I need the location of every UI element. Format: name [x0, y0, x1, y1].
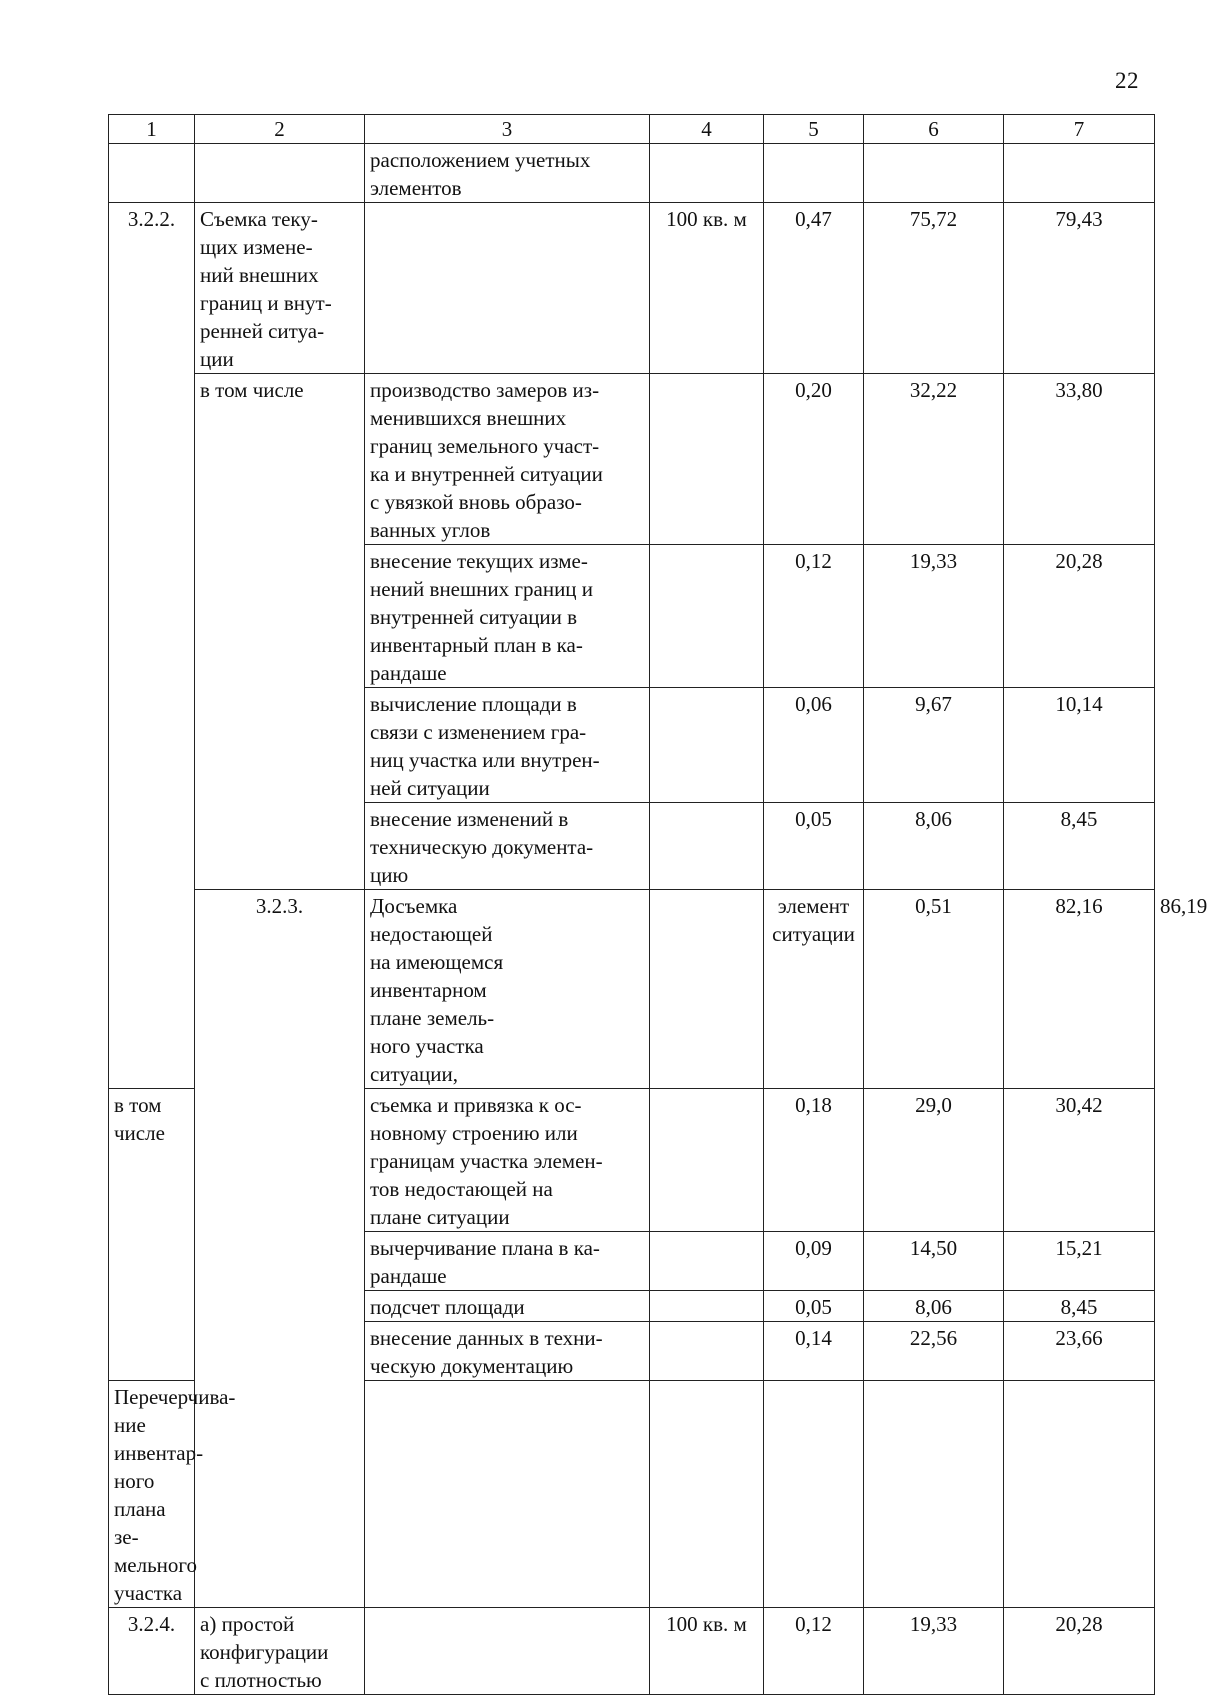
table-row — [109, 203, 1155, 374]
operation-cell: внесение текущих изме- нений внешних границ и внутренней ситуации в инвентарный план в ка- рандаше — [365, 545, 650, 688]
unit-cell — [650, 1381, 764, 1608]
table-row — [109, 1608, 1155, 1695]
price-cell — [864, 1381, 1004, 1608]
unit-cell — [650, 545, 764, 688]
labor-norm-cell: 0,05 — [764, 803, 864, 890]
operation-cell: производство замеров из- менившихся внешних границ земельного участ- ка и внутренней ситуации с увязкой вновь образо- ванных углов — [365, 374, 650, 545]
operation-cell: подсчет площади — [365, 1291, 650, 1322]
price-cell: 9,67 — [864, 688, 1004, 803]
price-cell: 14,50 — [864, 1232, 1004, 1291]
column-header-3: 3 — [365, 115, 650, 144]
price-with-vat-cell: 8,45 — [1004, 1291, 1155, 1322]
price-with-vat-cell — [1004, 1381, 1155, 1608]
work-name-cell: Съемка теку- щих измене- ний внешних границ и внут- ренней ситуа- ции — [195, 203, 365, 374]
price-cell: 19,33 — [864, 545, 1004, 688]
price-with-vat-cell: 79,43 — [1004, 203, 1155, 374]
unit-cell — [650, 1291, 764, 1322]
unit-cell: 100 кв. м — [650, 1608, 764, 1695]
item-code-cell: 3.2.2. — [109, 203, 195, 1089]
labor-norm-cell: 0,20 — [764, 374, 864, 545]
column-header-2: 2 — [195, 115, 365, 144]
operation-cell — [365, 203, 650, 374]
operation-cell: вычерчивание плана в ка- рандаше — [365, 1232, 650, 1291]
operation-cell — [365, 1608, 650, 1695]
work-name-cell: в том числе — [109, 1089, 195, 1381]
item-code-cell: 3.2.4. — [109, 1608, 195, 1695]
norms-table — [108, 114, 1207, 1695]
operation-cell: съемка и привязка к ос- новному строению или границам участка элемен- тов недостающей на плане ситуации — [365, 1089, 650, 1232]
operation-cell — [365, 1381, 650, 1608]
price-with-vat-cell: 30,42 — [1004, 1089, 1155, 1232]
unit-cell — [650, 803, 764, 890]
column-header-7: 7 — [1004, 115, 1155, 144]
labor-norm-cell: 0,14 — [764, 1322, 864, 1381]
work-name-cell: в том числе — [195, 374, 365, 890]
column-header-4: 4 — [650, 115, 764, 144]
item-code-cell — [109, 144, 195, 203]
operation-cell: внесение данных в техни- ческую документацию — [365, 1322, 650, 1381]
operation-cell: вычисление площади в связи с изменением гра- ниц участка или внутрен- ней ситуации — [365, 688, 650, 803]
price-with-vat-cell: 15,21 — [1004, 1232, 1155, 1291]
price-with-vat-cell: 20,28 — [1004, 545, 1155, 688]
price-with-vat-cell: 10,14 — [1004, 688, 1155, 803]
column-header-1: 1 — [109, 115, 195, 144]
unit-cell: 100 кв. м — [650, 203, 764, 374]
unit-cell — [650, 144, 764, 203]
unit-cell — [650, 1089, 764, 1232]
column-header-6: 6 — [864, 115, 1004, 144]
price-with-vat-cell — [1004, 144, 1155, 203]
table-row: 3.2.3. Досъемка недостающей на имеющемся инвентарном плане земель- ного участка ситуации, элемент ситуации 0,51 82,16 86,19 — [109, 890, 1155, 1089]
price-with-vat-cell: 33,80 — [1004, 374, 1155, 545]
labor-norm-cell: 0,18 — [764, 1089, 864, 1232]
price-cell: 22,56 — [864, 1322, 1004, 1381]
labor-norm-cell: 0,09 — [764, 1232, 864, 1291]
unit-cell — [650, 1232, 764, 1291]
work-name-cell — [195, 144, 365, 203]
price-cell — [864, 144, 1004, 203]
price-cell: 8,06 — [864, 803, 1004, 890]
table-row — [109, 374, 1155, 545]
labor-norm-cell: 0,47 — [764, 203, 864, 374]
unit-cell — [650, 688, 764, 803]
operation-cell: внесение изменений в техническую документа- цию — [365, 803, 650, 890]
labor-norm-cell: 0,12 — [764, 545, 864, 688]
unit-cell — [650, 1322, 764, 1381]
table-row — [109, 144, 1155, 203]
unit-cell — [650, 374, 764, 545]
work-name-cell: Досъемка недостающей на имеющемся инвентарном плане земель- ного участка ситуации, — [365, 890, 650, 1089]
work-name-cell: а) простой конфигурации с плотностью — [195, 1608, 365, 1695]
price-with-vat-cell: 20,28 — [1004, 1608, 1155, 1695]
labor-norm-cell — [764, 1381, 864, 1608]
price-cell: 8,06 — [864, 1291, 1004, 1322]
item-code-cell: 3.2.3. — [195, 890, 365, 1608]
table-header-row — [109, 115, 1155, 144]
work-name-cell: Перечерчива- ние инвентар- ного плана зе- мельного участка — [109, 1381, 195, 1608]
labor-norm-cell: 0,06 — [764, 688, 864, 803]
labor-norm-cell: 0,51 — [864, 890, 1004, 1089]
price-with-vat-cell: 23,66 — [1004, 1322, 1155, 1381]
price-cell: 19,33 — [864, 1608, 1004, 1695]
price-with-vat-cell: 8,45 — [1004, 803, 1155, 890]
price-cell: 29,0 — [864, 1089, 1004, 1232]
unit-cell: элемент ситуации — [764, 890, 864, 1089]
column-header-5: 5 — [764, 115, 864, 144]
operation-cell — [650, 890, 764, 1089]
labor-norm-cell: 0,12 — [764, 1608, 864, 1695]
labor-norm-cell: 0,05 — [764, 1291, 864, 1322]
price-cell: 82,16 — [1004, 890, 1155, 1089]
page-number: 22 — [1115, 68, 1139, 93]
price-cell: 75,72 — [864, 203, 1004, 374]
labor-norm-cell — [764, 144, 864, 203]
operation-cell: расположением учетных элементов — [365, 144, 650, 203]
price-cell: 32,22 — [864, 374, 1004, 545]
